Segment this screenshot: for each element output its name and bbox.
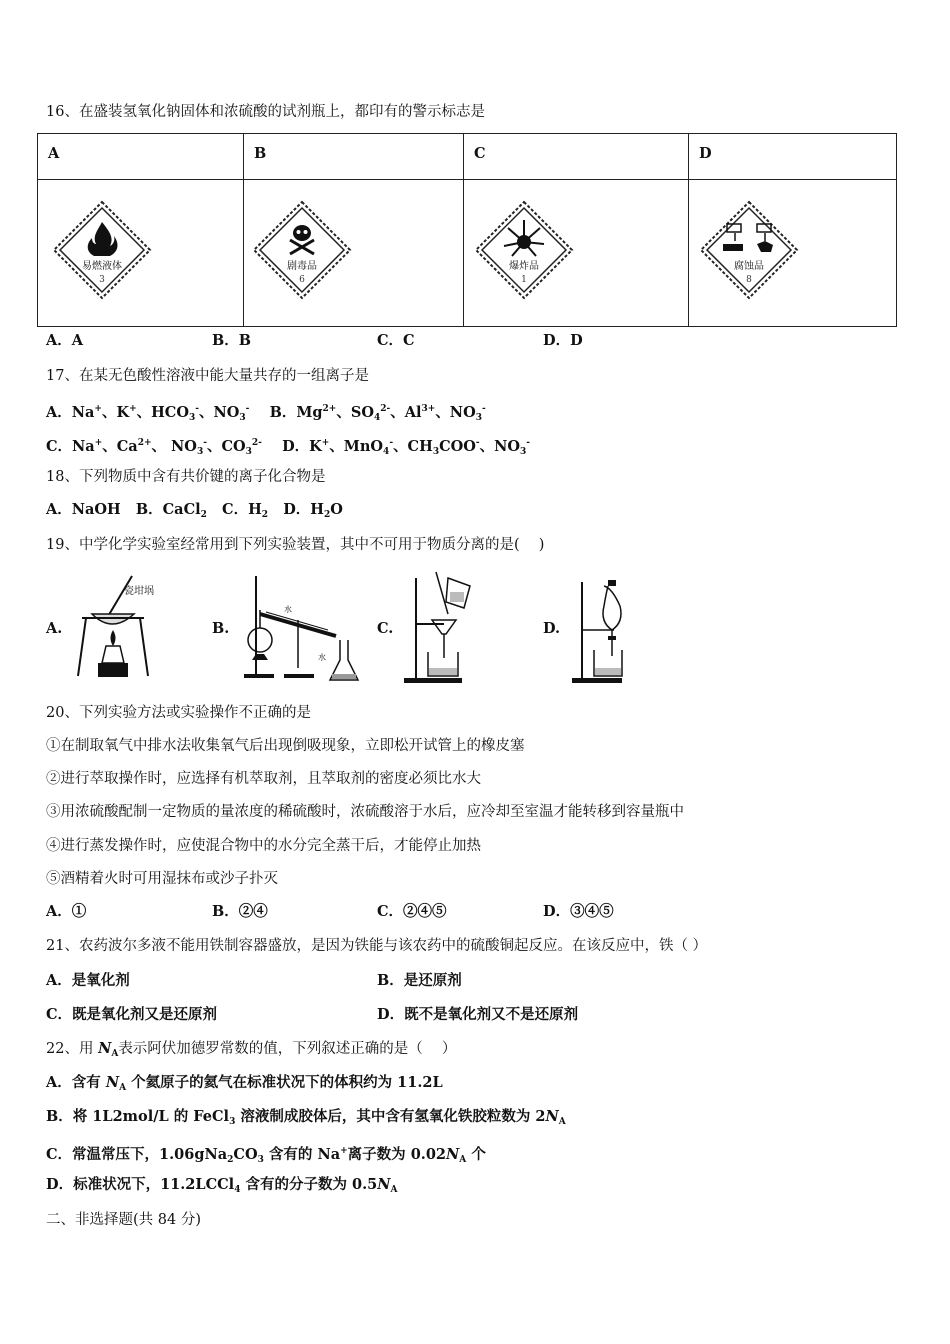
header-a: A: [38, 134, 244, 180]
symbol-d-number: 8: [746, 275, 752, 285]
q17-options-cd: C．Na+、$Ca^{2+}$、 $NO_3^-$、$CO_3^{2-}$ D．K+、MnO$_4$-、$CH_3COO^-$、$NO_3^-$: [46, 438, 531, 457]
symbol-b-text: 剧毒品: [287, 261, 317, 272]
explosive-icon: [474, 200, 574, 300]
q21-option-a: A．是氧化剂: [46, 972, 130, 989]
q22-option-c: C．常温常压下，$1.06gNa_2CO_3$ 含有的 Na+离子数为 $0.02N_A$ 个: [46, 1146, 486, 1165]
symbol-a-number: 3: [99, 275, 105, 285]
symbol-d-text: 腐蚀品: [734, 261, 764, 272]
q19-stem: 19、中学化学实验室经常用到下列实验装置，其中不可用于物质分离的是( ): [46, 537, 545, 553]
q19-label-d: D.: [543, 620, 561, 637]
cell-a: [38, 180, 244, 327]
q20-option-a: A．①: [46, 903, 87, 920]
symbol-c-text: 爆炸品: [509, 261, 539, 272]
toxic-icon: [252, 200, 352, 300]
q20-item-4: ④进行蒸发操作时，应使混合物中的水分完全蒸干后，才能停止加热: [46, 838, 481, 854]
q17-stem: 17、在某无色酸性溶液中能大量共存的一组离子是: [46, 368, 369, 384]
q19-label-c: C.: [377, 620, 394, 637]
q20-item-2: ②进行萃取操作时，应选择有机萃取剂，且萃取剂的密度必须比水大: [46, 771, 481, 787]
q21-option-d: D．既不是氧化剂又不是还原剂: [377, 1006, 579, 1023]
q16-option-b: B．B: [212, 332, 252, 349]
q21-option-c: C．既是氧化剂又是还原剂: [46, 1006, 218, 1023]
header-c: C: [464, 134, 689, 180]
q16-option-d: D．D: [543, 332, 583, 349]
q18-stem: 18、下列物质中含有共价键的离子化合物是: [46, 469, 326, 485]
header-d: D: [689, 134, 897, 180]
symbol-a-text: 易燃液体: [82, 261, 122, 272]
hazard-symbol-table: [37, 133, 897, 327]
flammable-liquid-icon: [52, 200, 152, 300]
q20-option-b: B．②④: [212, 903, 268, 920]
q22-stem-post: 表示阿伏加德罗常数的值，下列叙述正确的是（ ）: [118, 1041, 457, 1057]
q22-option-b: B．将 1L2mol/L 的 FeCl$_3$ 溶液制成胶体后，其中含有氢氧化铁胶粒数为 $2N_A$: [46, 1108, 566, 1127]
q20-item-5: ⑤酒精着火时可用湿抹布或沙子扑灭: [46, 871, 278, 887]
separatory-funnel-apparatus-icon: [570, 568, 630, 686]
q16-option-a: A．A: [46, 332, 84, 349]
cell-b: [244, 180, 464, 327]
q20-option-d: D．③④⑤: [543, 903, 614, 920]
q18-options: A．NaOH B．CaCl$_2$ C．$H_2$ D．$H_2O$: [46, 501, 343, 520]
water-out-label: 水: [318, 653, 326, 662]
q19-label-b: B.: [212, 620, 230, 637]
filtration-apparatus-icon: [404, 568, 480, 686]
q17-options-ab: A．Na+、K+、$HCO_3^-$、$NO_3^-$ B．$Mg^{2+}$、$SO_4^{2-}$、$Al^{3+}$、$NO_3^-$: [46, 404, 486, 423]
cell-d: [689, 180, 897, 327]
symbol-c-number: 1: [521, 275, 527, 285]
q20-item-1: ①在制取氧气中排水法收集氧气后出现倒吸现象，立即松开试管上的橡皮塞: [46, 738, 525, 754]
section-2-heading: 二、非选择题(共 84 分): [46, 1212, 201, 1228]
q20-item-3: ③用浓硫酸配制一定物质的量浓度的稀硫酸时，浓硫酸溶于水后，应冷却至室温才能转移到容量瓶中: [46, 804, 684, 820]
cell-c: [464, 180, 689, 327]
water-in-label: 水: [284, 605, 292, 614]
q21-stem: 21、农药波尔多液不能用铁制容器盛放，是因为铁能与该农药中的硫酸铜起反应。在该反应中，铁（ ）: [46, 938, 708, 954]
q20-option-c: C．②④⑤: [377, 903, 447, 920]
corrosive-icon: [699, 200, 799, 300]
q22-option-a: A．含有 $N_A$ 个氦原子的氦气在标准状况下的体积约为 11.2L: [46, 1074, 443, 1093]
q22-stem: 22、用 $N_A$表示阿伏加德罗常数的值，下列叙述正确的是（ ）: [46, 1040, 457, 1059]
q21-option-b: B．是还原剂: [377, 972, 462, 989]
q16-option-c: C．C: [377, 332, 415, 349]
q20-stem: 20、下列实验方法或实验操作不正确的是: [46, 705, 311, 721]
crucible-label: 瓷坩埚: [124, 586, 154, 597]
distillation-apparatus-icon: [236, 568, 364, 686]
q22-stem-pre: 22、用: [46, 1041, 99, 1057]
header-b: B: [244, 134, 464, 180]
symbol-b-number: 6: [299, 275, 305, 285]
q16-stem: 16、在盛装氢氧化钠固体和浓硫酸的试剂瓶上，都印有的警示标志是: [46, 104, 485, 120]
q19-label-a: A.: [46, 620, 63, 637]
evaporating-crucible-apparatus-icon: [72, 568, 172, 686]
q22-option-d: D．标准状况下，11.2LCCl$_4$ 含有的分子数为 $0.5N_A$: [46, 1176, 398, 1195]
